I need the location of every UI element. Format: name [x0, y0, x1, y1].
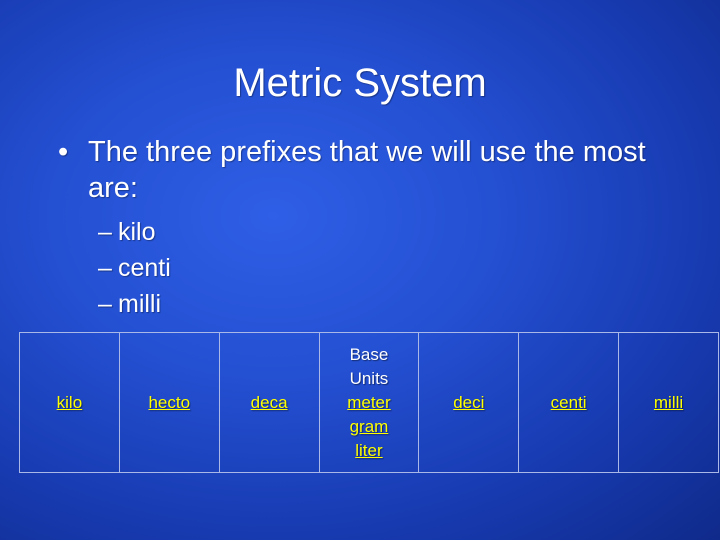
link-hecto[interactable]: hecto [148, 392, 191, 412]
metric-prefix-table [19, 332, 719, 473]
dash-icon: – [98, 218, 112, 246]
link-milli[interactable]: milli [653, 392, 684, 412]
prefix-list [98, 214, 171, 322]
prefix-item-kilo [98, 214, 171, 250]
table-cell-deca [219, 333, 319, 473]
bullet-text: The three prefixes that we will use the most are: [88, 136, 646, 204]
table-cell-base-units [319, 333, 419, 473]
table-cell-deci [419, 333, 519, 473]
table-cell-centi [519, 333, 619, 473]
link-meter[interactable]: meter [347, 392, 391, 412]
link-liter[interactable]: liter [355, 440, 383, 460]
link-deca[interactable]: deca [250, 392, 288, 412]
link-centi[interactable]: centi [550, 392, 587, 412]
prefix-item-centi [98, 250, 171, 286]
dash-icon: – [98, 290, 112, 318]
table-cell-hecto [119, 333, 219, 473]
main-bullet [58, 134, 678, 206]
link-gram[interactable]: gram [349, 416, 389, 436]
link-deci[interactable]: deci [453, 392, 485, 412]
bullet-dot-icon: • [58, 136, 69, 168]
prefix-label: kilo [118, 218, 156, 246]
prefix-label: milli [118, 290, 162, 318]
base-label-line2: Units [349, 368, 389, 388]
base-label-line1: Base [349, 344, 389, 364]
table-row [20, 333, 719, 473]
link-kilo[interactable]: kilo [56, 392, 83, 412]
dash-icon: – [98, 254, 112, 282]
prefix-label: centi [118, 254, 171, 282]
prefix-item-milli [98, 286, 171, 322]
slide-title: Metric System [233, 61, 487, 105]
table-cell-kilo [20, 333, 120, 473]
table-cell-milli [619, 333, 719, 473]
